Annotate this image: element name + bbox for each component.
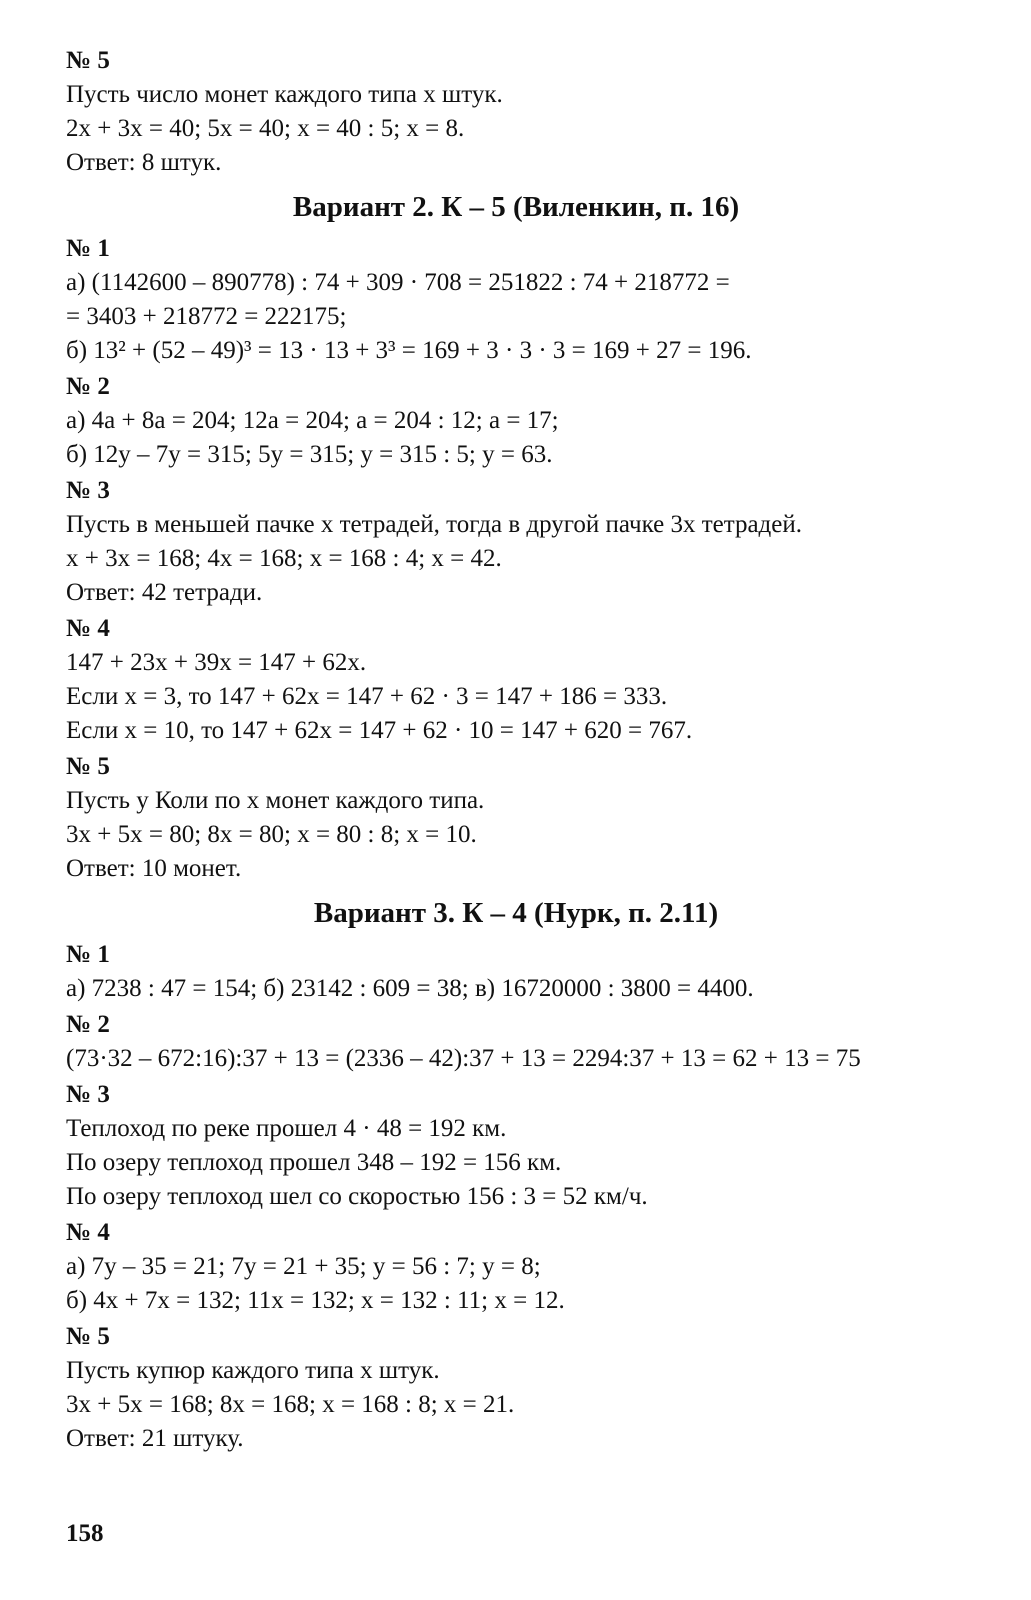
text-line: = 3403 + 218772 = 222175; (66, 303, 347, 330)
text-line: 2x + 3x = 40; 5x = 40; x = 40 : 5; x = 8. (66, 115, 465, 142)
text-line: По озеру теплоход прошел 348 – 192 = 156 км. (66, 1149, 562, 1176)
problem-number: № 5 (66, 753, 110, 780)
text-line: Если x = 3, то 147 + 62x = 147 + 62 · 3 = 147 + 186 = 333. (66, 683, 668, 710)
problem-number: № 5 (66, 47, 110, 74)
text-line: Ответ: 21 штуку. (66, 1425, 244, 1452)
problem-number: № 3 (66, 477, 110, 504)
text-line: а) (1142600 – 890778) : 74 + 309 · 708 = 251822 : 74 + 218772 = (66, 269, 730, 296)
problem-number: № 1 (66, 235, 110, 262)
text-line: 147 + 23x + 39x = 147 + 62x. (66, 649, 367, 676)
text-line: а) 4a + 8a = 204; 12a = 204; a = 204 : 12; a = 17; (66, 407, 559, 434)
problem-number: № 5 (66, 1323, 110, 1350)
variant-heading: Вариант 3. К – 4 (Нурк, п. 2.11) (313, 897, 719, 929)
variant-heading: Вариант 2. К – 5 (Виленкин, п. 16) (292, 191, 740, 223)
text-line: Ответ: 8 штук. (66, 149, 222, 176)
text-line: 3x + 5x = 168; 8x = 168; x = 168 : 8; x = 21. (66, 1391, 515, 1418)
text-line: Ответ: 42 тетради. (66, 579, 263, 606)
text-line: Теплоход по реке прошел 4 · 48 = 192 км. (66, 1115, 507, 1142)
text-line: 3x + 5x = 80; 8x = 80; x = 80 : 8; x = 10. (66, 821, 477, 848)
problem-number: № 4 (66, 1219, 110, 1246)
text-line: x + 3x = 168; 4x = 168; x = 168 : 4; x = 42. (66, 545, 502, 572)
problem-number: № 2 (66, 1011, 110, 1038)
text-line: Пусть число монет каждого типа x штук. (66, 81, 503, 108)
problem-number: № 2 (66, 373, 110, 400)
text-line: Ответ: 10 монет. (66, 855, 242, 882)
text-line: (73·32 – 672:16):37 + 13 = (2336 – 42):37 + 13 = 2294:37 + 13 = 62 + 13 = 75 (66, 1045, 861, 1072)
text-line: б) 12y – 7y = 315; 5y = 315; y = 315 : 5; y = 63. (66, 441, 553, 468)
text-line: а) 7238 : 47 = 154; б) 23142 : 609 = 38; в) 16720000 : 3800 = 4400. (66, 975, 754, 1002)
text-line: Пусть в меньшей пачке x тетрадей, тогда в другой пачке 3x тетрадей. (66, 511, 802, 538)
text-line: а) 7y – 35 = 21; 7y = 21 + 35; y = 56 : 7; y = 8; (66, 1253, 541, 1280)
text-line: Если x = 10, то 147 + 62x = 147 + 62 · 10 = 147 + 620 = 767. (66, 717, 693, 744)
text-line: Пусть у Коли по x монет каждого типа. (66, 787, 485, 814)
page-number: 158 (66, 1520, 104, 1547)
text-line: По озеру теплоход шел со скоростью 156 : 3 = 52 км/ч. (66, 1183, 648, 1210)
problem-number: № 1 (66, 941, 110, 968)
page-content (66, 42, 966, 1456)
text-line: б) 4x + 7x = 132; 11x = 132; x = 132 : 11; x = 12. (66, 1287, 565, 1314)
problem-number: № 3 (66, 1081, 110, 1108)
text-line: б) 13² + (52 – 49)³ = 13 · 13 + 3³ = 169 + 3 · 3 · 3 = 169 + 27 = 196. (66, 337, 752, 364)
text-line: Пусть купюр каждого типа x штук. (66, 1357, 440, 1384)
problem-number: № 4 (66, 615, 110, 642)
